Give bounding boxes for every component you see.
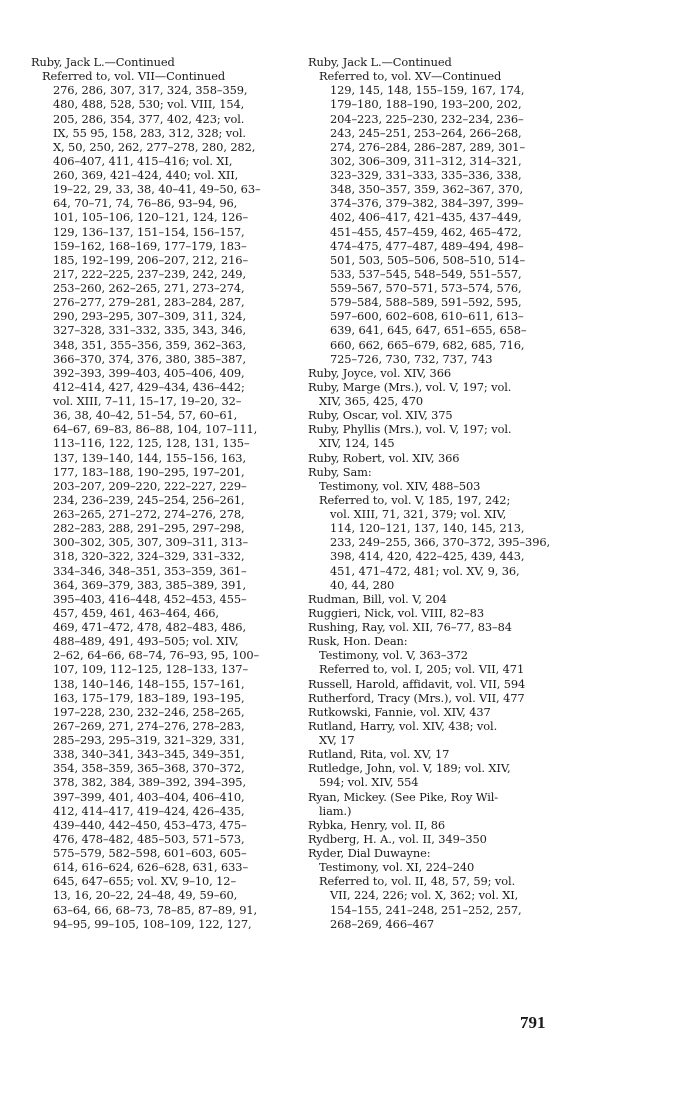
index-entry [308, 634, 558, 648]
index-entry [308, 662, 558, 676]
reference-line: 354, 358–359, 365–368, 370–372, [53, 761, 245, 776]
entry-line: Rushing, Ray, vol. XII, 76–77, 83–84 [308, 620, 512, 634]
reference-line: 645, 647–655; vol. XV, 9–10, 12– [53, 874, 237, 889]
index-entry [308, 465, 558, 479]
index-entry [308, 860, 558, 874]
reference-line: vol. XIII, 7–11, 15–17, 19–20, 32– [53, 394, 242, 408]
reference-line: 243, 245–251, 253–264, 266–268, [330, 125, 522, 140]
entry-continuation: XIV, 124, 145 [319, 436, 395, 451]
entry-line: Rudman, Bill, vol. V, 204 [308, 591, 447, 606]
index-entry [308, 451, 558, 465]
entry-continuation: 451, 471–472, 481; vol. XV, 9, 36, [330, 563, 520, 578]
entry-continuation: 594; vol. XIV, 554 [319, 775, 419, 790]
reference-line: 113–116, 122, 125, 128, 131, 135– [53, 436, 250, 451]
reference-line: 579–584, 588–589, 591–592, 595, [330, 295, 522, 310]
index-entry [308, 648, 558, 662]
reference-line: 300–302, 305, 307, 309–311, 313– [53, 535, 249, 550]
reference-line: 366–370, 374, 376, 380, 385–387, [53, 351, 246, 366]
reference-line: 274, 276–284, 286–287, 289, 301– [330, 139, 526, 154]
reference-line: 64, 70–71, 74, 76–86, 93–94, 96, [53, 196, 238, 211]
reference-line: 374–376, 379–382, 384–397, 399– [330, 196, 524, 211]
reference-line: 137, 139–140, 144, 155–156, 163, [53, 450, 246, 465]
reference-line: 378, 382, 384, 389–392, 394–395, [53, 775, 246, 790]
entry-line: Ruggieri, Nick, vol. VIII, 82–83 [308, 605, 484, 620]
reference-line: 64–67, 69–83, 86–88, 104, 107–111, [53, 422, 258, 437]
reference-line: IX, 55 95, 158, 283, 312, 328; vol. [53, 125, 246, 140]
reference-line: 451–455, 457–459, 462, 465–472, [330, 224, 522, 239]
entry-line: Russell, Harold, affidavit, vol. VII, 594 [308, 676, 526, 691]
index-entry [308, 380, 558, 408]
reference-line: 19–22, 29, 33, 38, 40–41, 49–50, 63– [53, 182, 261, 197]
index-entry [308, 620, 558, 634]
index-entry [308, 719, 558, 747]
entry-continuation: 114, 120–121, 137, 140, 145, 213, [330, 521, 525, 536]
reference-line: 129, 136–137, 151–154, 156–157, [53, 224, 245, 239]
index-entry [308, 479, 558, 493]
index-entry [308, 691, 558, 705]
index-entry [308, 874, 558, 931]
reference-line: 660, 662, 665–679, 682, 685, 716, [330, 337, 525, 352]
reference-line: 533, 537–545, 548–549, 551–557, [330, 266, 522, 281]
index-entry [308, 677, 558, 691]
reference-line: 469, 471–472, 478, 482–483, 486, [53, 620, 246, 634]
reference-line: 395–403, 416–448, 452–453, 455– [53, 591, 247, 606]
reference-line: 159–162, 168–169, 177–179, 183– [53, 238, 247, 253]
reference-line: 276–277, 279–281, 283–284, 287, [53, 295, 245, 310]
entry-line: Rydberg, H. A., vol. II, 349–350 [308, 831, 487, 846]
entry-line: Ruby, Marge (Mrs.), vol. V, 197; vol. [308, 379, 512, 394]
reference-list [31, 83, 289, 931]
reference-line: 457, 459, 461, 463–464, 466, [53, 605, 219, 620]
reference-line: 13, 16, 20–22, 24–48, 49, 59–60, [53, 888, 238, 903]
entry-line: Testimony, vol. XI, 224–240 [319, 860, 475, 875]
reference-line: 177, 183–188, 190–295, 197–201, [53, 464, 245, 479]
entry-line: Referred to, vol. V, 185, 197, 242; [319, 492, 511, 507]
reference-line: 334–346, 348–351, 353–359, 361– [53, 563, 247, 578]
reference-line: 364, 369–379, 383, 385–389, 391, [53, 577, 246, 592]
reference-line: 488–489, 491, 493–505; vol. XIV, [53, 634, 239, 649]
reference-line: 138, 140–146, 148–155, 157–161, [53, 676, 245, 691]
index-entry [308, 366, 558, 380]
entry-line: Ruby, Joyce, vol. XIV, 366 [308, 365, 451, 380]
entry-continuation: 398, 414, 420, 422–425, 439, 443, [330, 549, 525, 564]
index-entry [308, 832, 558, 846]
index-entry [308, 408, 558, 422]
entry-line: Referred to, vol. II, 48, 57, 59; vol. [319, 874, 516, 889]
reference-line: 575–579, 582–598, 601–603, 605– [53, 846, 247, 860]
reference-line: 327–328, 331–332, 335, 343, 346, [53, 323, 246, 338]
entry-line: Rutledge, John, vol. V, 189; vol. XIV, [308, 761, 511, 776]
reference-line: 282–283, 288, 291–295, 297–298, [53, 521, 245, 536]
index-entry [308, 818, 558, 832]
reference-line: 501, 503, 505–506, 508–510, 514– [330, 252, 526, 267]
right-column [308, 55, 558, 931]
entry-line: Ruby, Oscar, vol. XIV, 375 [308, 408, 453, 423]
reference-line: 234, 236–239, 245–254, 256–261, [53, 492, 245, 507]
reference-line: 392–393, 399–403, 405–406, 409, [53, 365, 245, 380]
entry-continuation: XV, 17 [319, 733, 355, 747]
reference-line: 2–62, 64–66, 68–74, 76–93, 95, 100– [53, 648, 260, 663]
reference-line: 338, 340–341, 343–345, 349–351, [53, 747, 245, 762]
index-heading: Ruby, Jack L.—Continued [308, 55, 452, 69]
reference-line: 412, 414–417, 419–424, 426–435, [53, 803, 245, 818]
reference-line: 402, 406–417, 421–435, 437–449, [330, 210, 522, 225]
reference-line: 204–223, 225–230, 232–234, 236– [330, 111, 524, 126]
entry-continuation: VII, 224, 226; vol. X, 362; vol. XI, [330, 888, 519, 903]
reference-line: 476, 478–482, 485–503, 571–573, [53, 831, 245, 846]
index-entry [308, 493, 558, 592]
reference-line: 406–407, 411, 415–416; vol. XI, [53, 153, 233, 168]
reference-line: 290, 293–295, 307–309, 311, 324, [53, 309, 246, 324]
reference-line: 163, 175–179, 183–189, 193–195, [53, 690, 245, 705]
reference-line: 129, 145, 148, 155–159, 167, 174, [330, 83, 525, 98]
reference-line: 260, 369, 421–424, 440; vol. XII, [53, 168, 239, 182]
index-entry [308, 761, 558, 789]
entry-continuation: vol. XIII, 71, 321, 379; vol. XIV, [330, 507, 507, 521]
index-entry [308, 606, 558, 620]
entry-line: Ryan, Mickey. (See Pike, Roy Wil- [308, 789, 499, 804]
reference-line: 253–260, 262–265, 271, 273–274, [53, 281, 245, 295]
reference-line: 302, 306–309, 311–312, 314–321, [330, 153, 522, 168]
entry-line: Rusk, Hon. Dean: [308, 634, 408, 649]
reference-line: 474–475, 477–487, 489–494, 498– [330, 238, 524, 253]
reference-line: 263–265, 271–272, 274–276, 278, [53, 507, 245, 521]
reference-line: 276, 286, 307, 317, 324, 358–359, [53, 83, 248, 98]
entry-line: Ruby, Robert, vol. XIV, 366 [308, 450, 460, 465]
index-subheading: Referred to, vol. XV—Continued [319, 69, 502, 84]
reference-line: 205, 286, 354, 377, 402, 423; vol. [53, 111, 245, 126]
reference-line: 101, 105–106, 120–121, 124, 126– [53, 210, 249, 225]
index-entry [308, 747, 558, 761]
reference-line: X, 50, 250, 262, 277–278, 280, 282, [53, 139, 256, 154]
reference-line: 348, 350–357, 359, 362–367, 370, [330, 182, 523, 197]
page-number: 791 [520, 1013, 546, 1032]
reference-line: 285–293, 295–319, 321–329, 331, [53, 733, 245, 747]
entry-line: Ryder, Dial Duwayne: [308, 846, 431, 860]
index-heading: Ruby, Jack L.—Continued [31, 55, 175, 69]
index-entry [308, 705, 558, 719]
entry-line: Referred to, vol. I, 205; vol. VII, 471 [319, 662, 525, 677]
entry-line: Ruby, Sam: [308, 464, 372, 479]
reference-line: 197–228, 230, 232–246, 258–265, [53, 704, 245, 719]
entry-line: Rutherford, Tracy (Mrs.), vol. VII, 477 [308, 690, 525, 705]
reference-line: 217, 222–225, 237–239, 242, 249, [53, 266, 246, 281]
reference-line: 597–600, 602–608, 610–611, 613– [330, 309, 524, 324]
reference-line: 107, 109, 112–125, 128–133, 137– [53, 662, 249, 677]
entry-line: Ruby, Phyllis (Mrs.), vol. V, 197; vol. [308, 422, 512, 437]
reference-line: 323–329, 331–333, 335–336, 338, [330, 168, 522, 182]
reference-line: 267–269, 271, 274–276, 278–283, [53, 718, 245, 733]
entry-continuation: 268–269, 466–467 [330, 916, 434, 931]
entry-line: Rutland, Rita, vol. XV, 17 [308, 747, 450, 762]
index-entry [308, 592, 558, 606]
reference-line: 36, 38, 40–42, 51–54, 57, 60–61, [53, 408, 238, 423]
index-subheading: Referred to, vol. VII—Continued [42, 69, 226, 84]
entry-line: Testimony, vol. V, 363–372 [319, 648, 468, 663]
reference-line: 614, 616–624, 626–628, 631, 633– [53, 860, 249, 875]
reference-line: 725–726, 730, 732, 737, 743 [330, 351, 493, 366]
reference-line: 203–207, 209–220, 222–227, 229– [53, 478, 247, 493]
reference-line: 179–180, 188–190, 193–200, 202, [330, 97, 522, 112]
reference-line: 185, 192–199, 206–207, 212, 216– [53, 252, 249, 267]
reference-line: 439–440, 442–450, 453–473, 475– [53, 817, 247, 832]
reference-line: 348, 351, 355–356, 359, 362–363, [53, 337, 246, 352]
entry-line: Rutkowski, Fannie, vol. XIV, 437 [308, 704, 491, 719]
index-entry [308, 790, 558, 818]
left-column [31, 55, 289, 931]
entry-line: Testimony, vol. XIV, 488–503 [319, 478, 481, 493]
reference-line: 480, 488, 528, 530; vol. VIII, 154, [53, 97, 245, 112]
reference-line: 412–414, 427, 429–434, 436–442; [53, 379, 245, 394]
reference-line: 639, 641, 645, 647, 651–655, 658– [330, 323, 527, 338]
index-entry [308, 846, 558, 860]
entry-continuation: 40, 44, 280 [330, 577, 395, 592]
reference-line: 94–95, 99–105, 108–109, 122, 127, [53, 916, 252, 931]
entry-line: Rybka, Henry, vol. II, 86 [308, 817, 446, 832]
reference-line: 318, 320–322, 324–329, 331–332, [53, 549, 245, 564]
reference-line: 63–64, 66, 68–73, 78–85, 87–89, 91, [53, 902, 258, 917]
reference-list [308, 83, 558, 366]
entry-continuation: liam.) [319, 803, 352, 818]
entry-line: Rutland, Harry, vol. XIV, 438; vol. [308, 718, 498, 733]
entry-continuation: 154–155, 241–248, 251–252, 257, [330, 902, 522, 917]
reference-line: 397–399, 401, 403–404, 406–410, [53, 789, 245, 804]
index-entry [308, 422, 558, 450]
reference-line: 559–567, 570–571, 573–574, 576, [330, 281, 522, 295]
entry-continuation: XIV, 365, 425, 470 [319, 394, 423, 408]
entry-continuation: 233, 249–255, 366, 370–372, 395–396, [330, 535, 551, 550]
index-entries [308, 366, 558, 931]
